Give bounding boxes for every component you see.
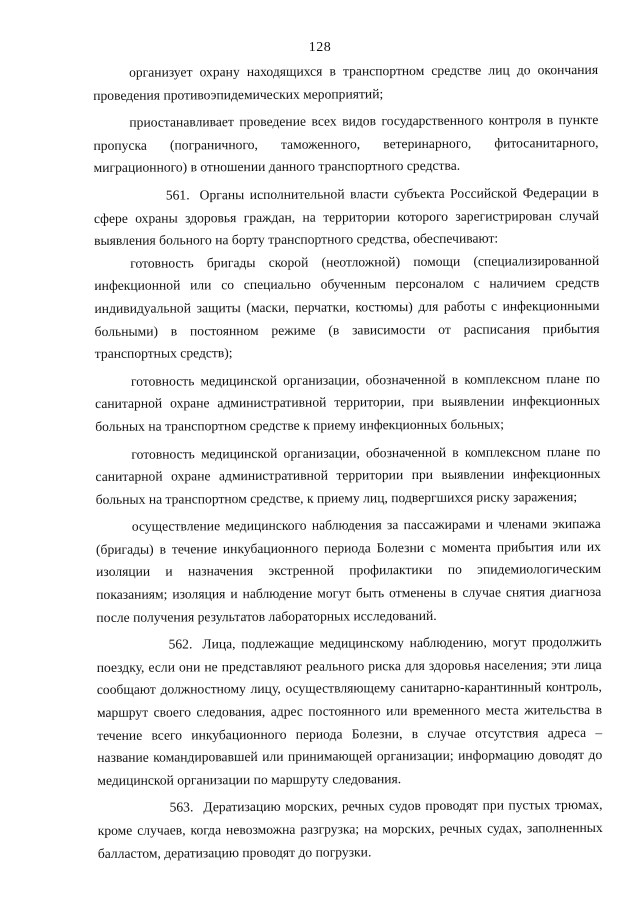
paragraph-medical-observation — [96, 513, 602, 629]
paragraph-medical-org-readiness-exposed — [95, 440, 600, 511]
clause-563 — [97, 794, 602, 865]
paragraph-text: готовность медицинской организации, обозначенной в комплексном плане по санитарной охране административной территории при выявлении инфекционных больных на транспортном средстве, к приему лиц, подвергшихся риску заражения; — [95, 443, 601, 507]
clause-text: Дератизацию морских, речных судов проводят при пустых трюмах, кроме случаев, когда невозможна разгрузка; на морских, речных судах, заполненных балластом, дератизацию проводят до погрузки. — [97, 797, 603, 861]
paragraph-ambulance-readiness — [94, 250, 600, 366]
paragraph-text: готовность медицинской организации, обозначенной в комплексном плане по санитарной охране административной территории, при выявлении инфекционных больных на транспортном средстве к приему инфекционных больных; — [95, 370, 601, 434]
document-body — [93, 59, 603, 865]
paragraph-text: готовность бригады скорой (неотложной) помощи (специализированной инфекционной или со специально обученным персоналом с наличием средств индивидуальной защиты (маски, перчатки, костюмы) для работы с инфекционными больными) в постоянном режиме (в зависимости от расписания прибытия транспортных средств); — [94, 252, 600, 362]
paragraph-medical-org-readiness-patients — [95, 368, 600, 439]
clause-text: Органы исполнительной власти субъекта Российской Федерации в сфере охраны здоровья граждан, на территории которого зарегистрирован случай выявления больного на борту транспортного средства, обеспечивают: — [93, 184, 599, 249]
clause-number: 563. — [169, 799, 194, 815]
paragraph-text: организует охрану находящихся в транспортном средстве лиц до окончания проведения противоэпидемических мероприятий; — [93, 61, 599, 103]
clause-text: Лица, подлежащие медицинскому наблюдению, могут продолжить поездку, если они не представляют реального риска для здоровья населения; эти лица сообщают должностному лицу, осуществляющему санитарно-карантинный контроль, маршрут своего следования, адрес постоянного или временного места жительства в течение всего инкубационного периода Болезни, в случае отсутствия адреса – название командировавшей или принимающей организации; информацию доводят до медицинской организации по маршруту следования. — [96, 634, 603, 788]
paragraph-suspends-control — [93, 109, 598, 180]
clause-561 — [94, 182, 599, 253]
paragraph-organizes-protection — [93, 59, 598, 107]
paragraph-text: приостанавливает проведение всех видов государственного контроля в пункте пропуска (пограничного, таможенного, ветеринарного, фитосанитарного, миграционного) в отношении данного транспортного средства. — [93, 112, 599, 176]
paragraph-text: осуществление медицинского наблюдения за пассажирами и членами экипажа (бригады) в течение инкубационного периода Болезни с момента прибытия или их изоляции и назначения экстренной профилактики по эпидемиологическим показаниям; изоляция и наблюдение могут быть отменены в случае снятия диагноза после получения результатов лабораторных исследований. — [95, 516, 602, 625]
page-number: 128 — [308, 40, 332, 55]
clause-number: 562. — [168, 636, 193, 652]
clause-562 — [96, 631, 602, 792]
clause-number: 561. — [165, 187, 190, 203]
